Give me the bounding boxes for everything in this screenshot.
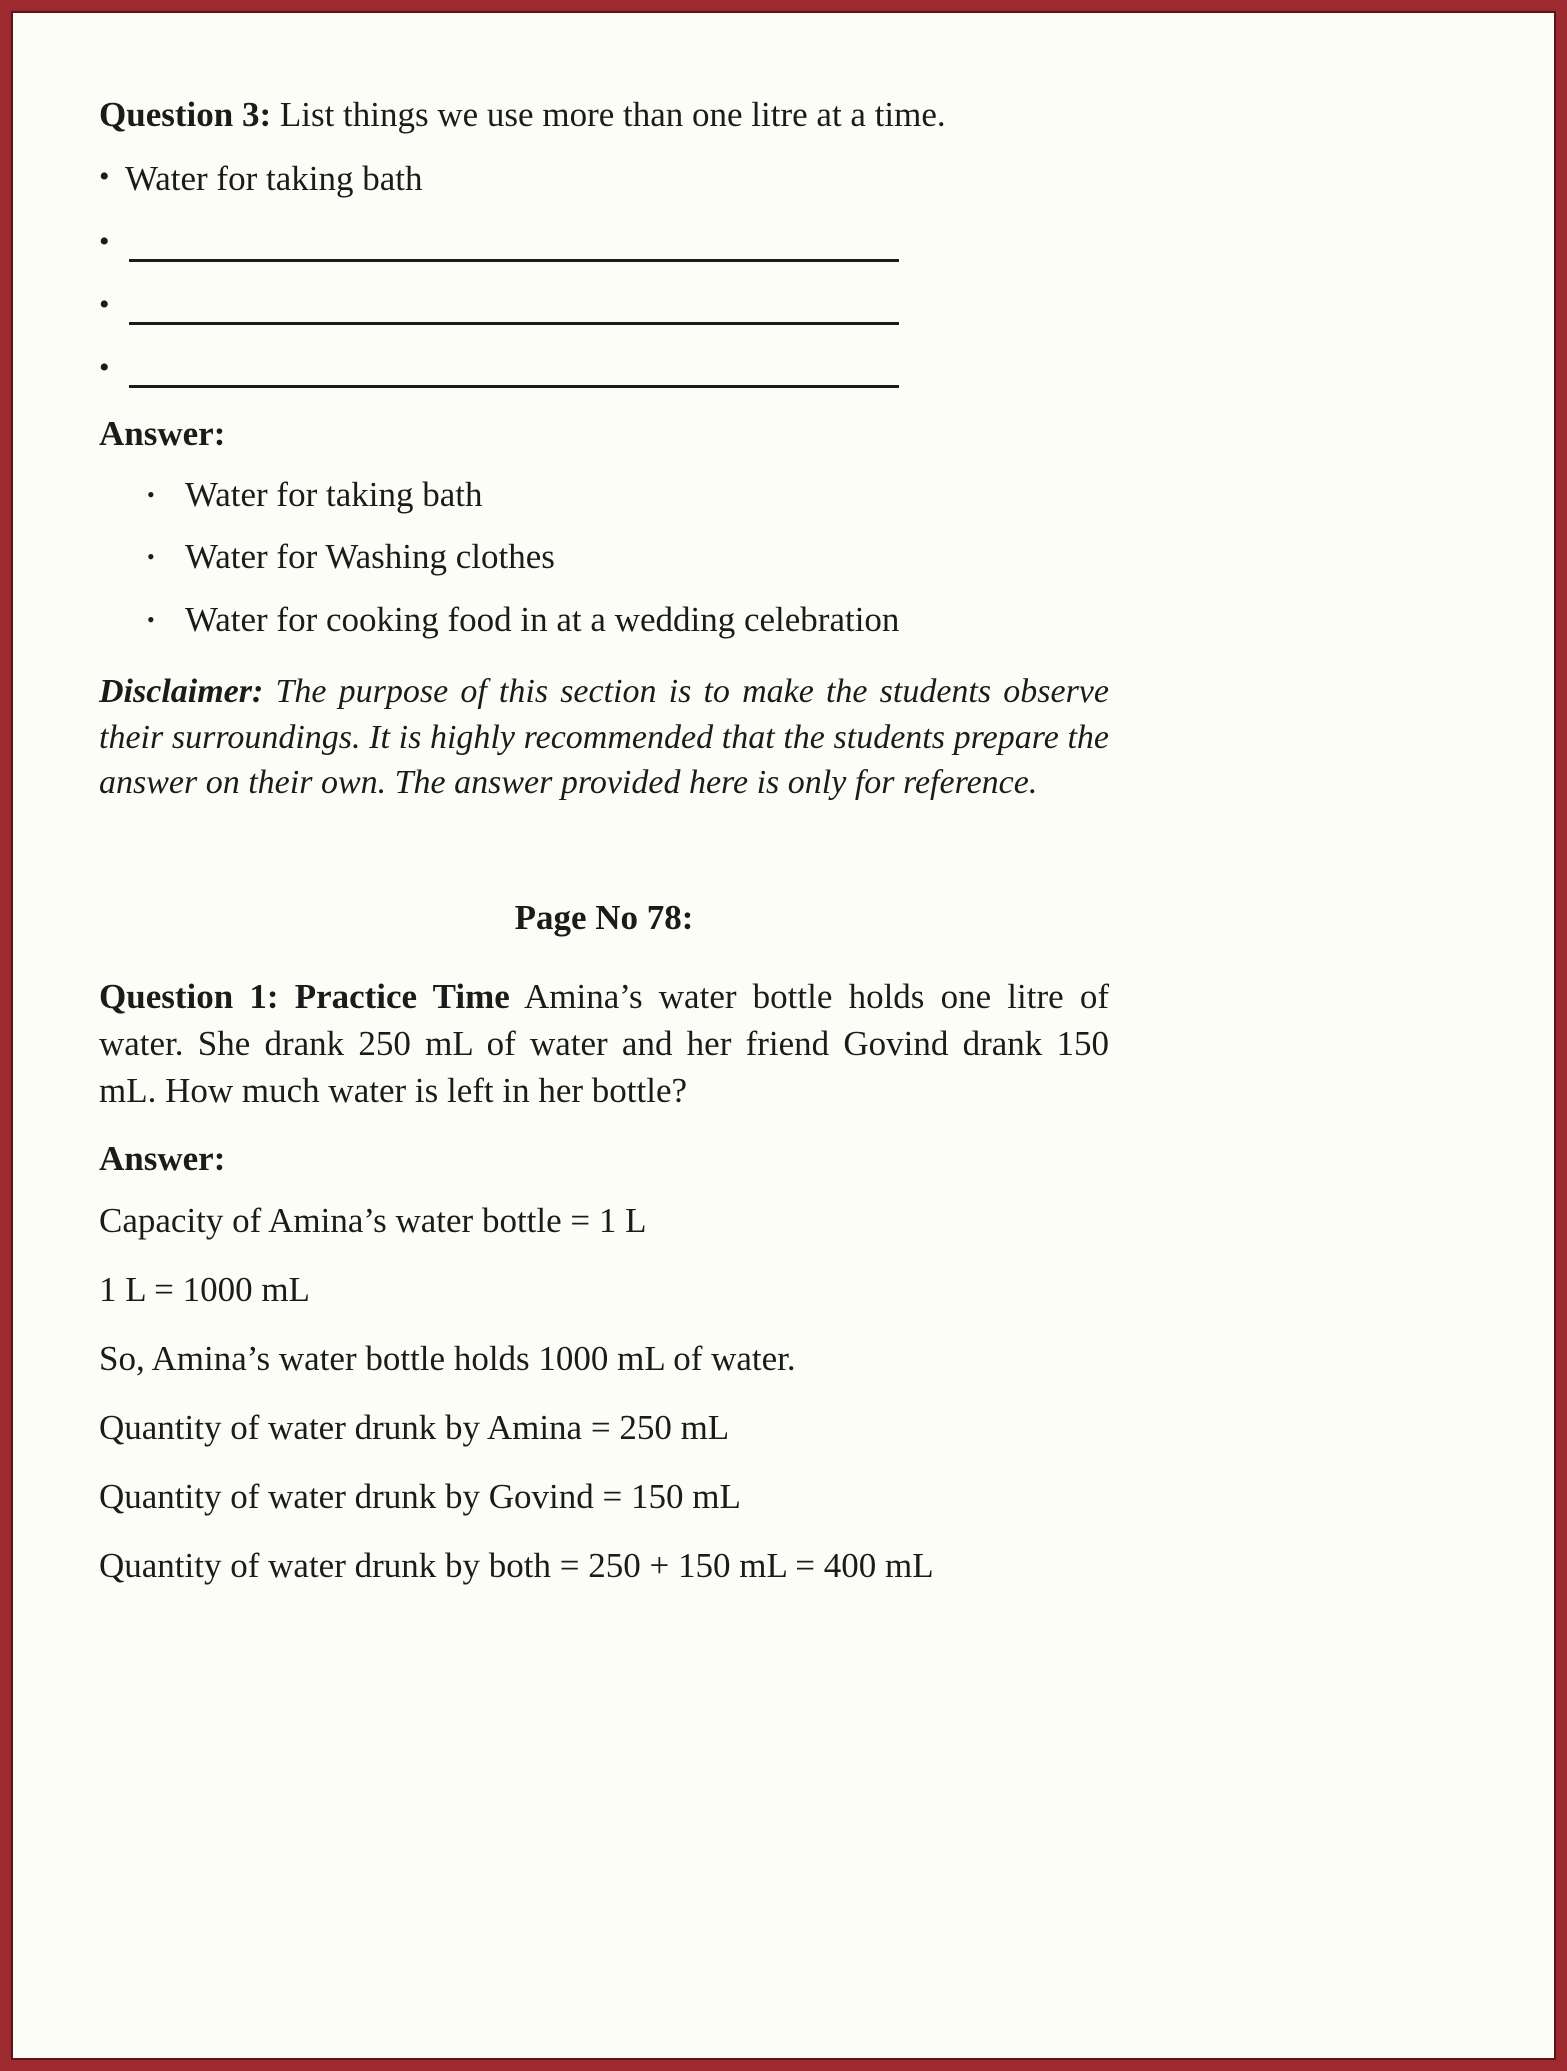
question-3-line [99,95,1109,134]
blank-answer-line[interactable] [129,288,899,325]
list-item [99,351,1109,388]
list-item-label: Water for taking bath [185,474,483,514]
blank-answer-line[interactable] [129,225,899,262]
bullet-icon: • [147,544,155,570]
answer-line: 1 L = 1000 mL [99,1269,310,1309]
bullet-icon: • [99,287,110,321]
disclaimer-label: Disclaimer: [99,673,264,711]
document-content [99,95,1109,1616]
question-1-paragraph [99,974,1109,1115]
list-item [99,476,1109,515]
question-3-fill-list [99,160,1109,388]
list-item [99,538,1109,577]
list-item-label: Water for cooking food in at a wedding celebration [185,599,900,639]
list-item [99,160,1109,199]
page-sheet [11,11,1556,2060]
question-3-label: Question 3: [99,95,272,134]
answer-line: Quantity of water drunk by Amina = 250 mL [99,1408,730,1448]
disclaimer-text: The purpose of this section is to make the students observe their surroundings. It is highly recommended that the students prepare the answer on their own. The answer provided here is only for reference. [99,673,1109,802]
bullet-icon: • [147,606,155,632]
list-item [99,601,1109,640]
answer-line: Quantity of water drunk by Govind = 150 mL [99,1477,741,1517]
spacer [99,1115,1109,1139]
prefilled-answer-text: Water for taking bath [125,159,423,199]
disclaimer-paragraph [99,669,1109,806]
bullet-icon: • [99,224,110,258]
bullet-icon: • [99,160,110,194]
answer-line: Capacity of Amina’s water bottle = 1 L [99,1200,647,1240]
page-number-heading: Page No 78: [514,897,694,937]
answer-heading: Answer: [99,1138,226,1178]
bullet-icon: • [99,350,110,384]
bullet-icon: • [147,481,155,507]
question-1-label: Question 1: Practice Time [99,976,510,1016]
list-item [99,288,1109,325]
answer-heading: Answer: [99,413,226,453]
answer-line: So, Amina’s water bottle holds 1000 mL of water. [99,1338,796,1378]
answer-line: Quantity of water drunk by both = 250 + 150 mL = 400 mL [99,1546,934,1586]
list-item-label: Water for Washing clothes [185,537,555,577]
blank-answer-line[interactable] [129,351,899,388]
answer-bullet-list [99,476,1109,640]
list-item [99,225,1109,262]
question-1-prompt: Amina’s water bottle holds one litre of water. She drank 250 mL of water and her friend Govind drank 150 mL. How much water is left in her bottle? [99,976,1109,1110]
question-3-prompt: List things we use more than one litre at a time. [271,95,946,134]
